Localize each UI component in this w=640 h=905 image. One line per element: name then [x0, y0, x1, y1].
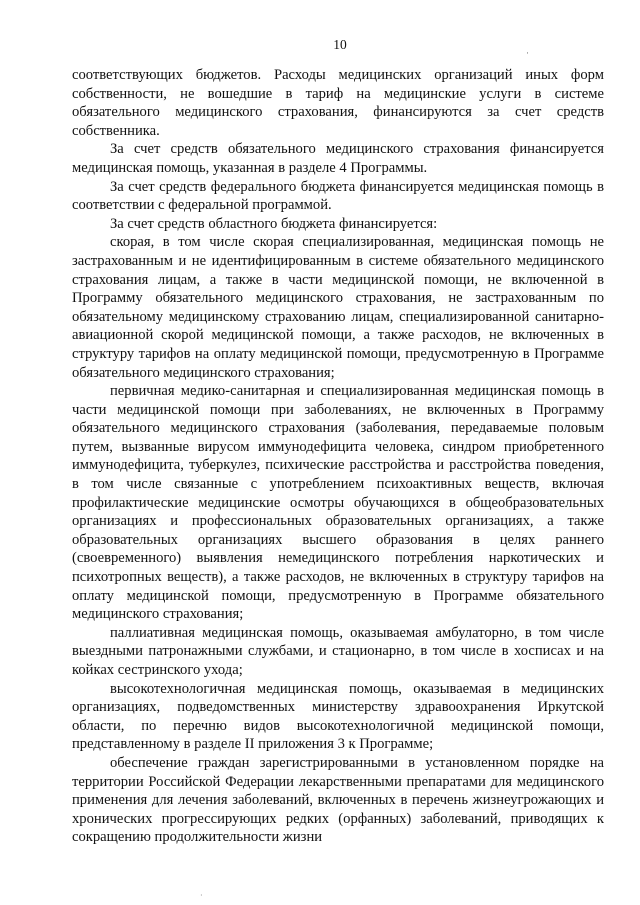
document-body: [72, 66, 604, 847]
scan-speck-bottom: ·: [200, 891, 203, 900]
paragraph-3: За счет средств федерального бюджета финансируется медицинская помощь в соответствии с федеральной программой.: [72, 178, 604, 214]
paragraph-5: скорая, в том числе скорая специализированная, медицинская помощь не застрахованным и не идентифицированным в системе обязательного медицинского страхования лицам, а также в части медицинской помощи, не включенной в Программу обязательного медицинского страхования, не застрахованным по обязательному медицинскому страхованию лицам, специализированной санитарно-авиационной скорой медицинской помощи, а также расходов, не включенных в структуру тарифов на оплату медицинской помощи, предусмотренную в Программе обязательного медицинского страхования;: [72, 234, 604, 381]
scan-speck: ·: [526, 48, 529, 58]
paragraph-8: высокотехнологичная медицинская помощь, оказываемая в медицинских организациях, подведомственных министерству здравоохранения Иркутской области, по перечню видов высокотехнологичной медицинской помощи, представленному в разделе II приложения 3 к Программе;: [72, 680, 604, 753]
paragraph-2: За счет средств обязательного медицинского страхования финансируется медицинская помощь, указанная в разделе 4 Программы.: [72, 141, 604, 176]
paragraph-6: первичная медико-санитарная и специализированная медицинская помощь в части медицинской помощи при заболеваниях, не включенных в Программу обязательного медицинского страхования (заболевания, передаваемые половым путем, вызванные вирусом иммунодефицита человека, синдром приобретенного иммунодефицита, туберкулез, психические расстройства и расстройства поведения, в том числе связанные с употреблением психоактивных веществ, включая профилактические медицинские осмотры обучающихся в общеобразовательных организациях и профессиональных образовательных организациях, а также образовательных организациях высшего образования в целях раннего (своевременного) выявления немедицинского потребления наркотических и психотропных веществ), а также расходов, не включенных в структуру тарифов на оплату медицинской помощи, предусмотренную в Программе обязательного медицинского страхования;: [72, 383, 604, 623]
paragraph-1: соответствующих бюджетов. Расходы медицинских организаций иных форм собственности, не вошедшие в тариф на медицинские услуги в системе обязательного медицинского страхования, финансируются за счет средств собственника.: [72, 67, 604, 139]
page-number: 10: [333, 37, 347, 52]
paragraph-7: паллиативная медицинская помощь, оказываемая амбулаторно, в том числе выездными патронажными службами, и стационарно, в том числе в хосписах и на койках сестринского ухода;: [72, 624, 604, 678]
paragraph-4: За счет средств областного бюджета финансируется:: [110, 215, 438, 232]
paragraph-9: обеспечение граждан зарегистрированными в установленном порядке на территории Российской Федерации лекарственными препаратами для медицинского применения для лечения заболеваний, включенных в перечень жизнеугрожающих и хронических прогрессирующих редких (орфанных) заболеваний, приводящих к сокращению продолжительности жизни: [72, 754, 604, 846]
